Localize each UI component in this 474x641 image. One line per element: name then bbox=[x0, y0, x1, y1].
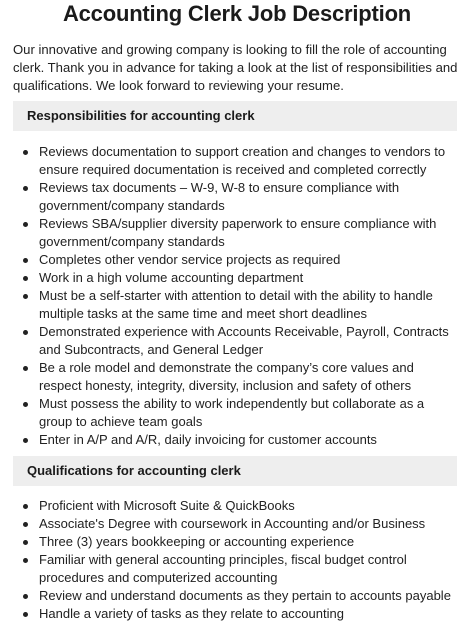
list-item-text: Completes other vendor service projects as required bbox=[39, 252, 341, 267]
bullet-icon bbox=[23, 294, 28, 299]
list-item bbox=[13, 497, 457, 515]
list-item-text: Must possess the ability to work independently but collaborate as a group to achieve team goals bbox=[39, 396, 425, 429]
list-item bbox=[13, 251, 457, 269]
list-item-text: Work in a high volume accounting department bbox=[39, 270, 304, 285]
list-item-text: Associate's Degree with coursework in Accounting and/or Business bbox=[39, 516, 426, 531]
bullet-icon bbox=[23, 330, 28, 335]
responsibilities-list bbox=[13, 143, 457, 449]
qualifications-list bbox=[13, 497, 457, 623]
list-item-text: Must be a self-starter with attention to detail with the ability to handle multiple tasks at the same time and meet short deadlines bbox=[39, 288, 433, 321]
list-item-text: Review and understand documents as they pertain to accounts payable bbox=[39, 588, 451, 603]
bullet-icon bbox=[23, 258, 28, 263]
bullet-icon bbox=[23, 276, 28, 281]
page-title: Accounting Clerk Job Description bbox=[62, 1, 412, 26]
list-item-text: Be a role model and demonstrate the company’s core values and respect honesty, integrity, diversity, inclusion and safety of others bbox=[39, 360, 414, 393]
bullet-icon bbox=[23, 522, 28, 527]
bullet-icon bbox=[23, 366, 28, 371]
qualifications-heading: Qualifications for accounting clerk bbox=[13, 456, 457, 486]
responsibilities-heading: Responsibilities for accounting clerk bbox=[13, 101, 457, 131]
list-item bbox=[13, 323, 457, 359]
list-item-text: Handle a variety of tasks as they relate to accounting bbox=[39, 606, 344, 621]
list-item bbox=[13, 395, 457, 431]
list-item-text: Enter in A/P and A/R, daily invoicing for customer accounts bbox=[39, 432, 377, 447]
list-item-text: Proficient with Microsoft Suite & QuickBooks bbox=[39, 498, 295, 513]
bullet-icon bbox=[23, 558, 28, 563]
list-item bbox=[13, 179, 457, 215]
list-item bbox=[13, 143, 457, 179]
list-item bbox=[13, 431, 457, 449]
list-item-text: Demonstrated experience with Accounts Receivable, Payroll, Contracts and Subcontracts, and General Ledger bbox=[39, 324, 449, 357]
list-item bbox=[13, 287, 457, 323]
list-item-text: Familiar with general accounting principles, fiscal budget control procedures and computerized accounting bbox=[39, 552, 407, 585]
list-item bbox=[13, 551, 457, 587]
intro-paragraph: Our innovative and growing company is looking to fill the role of accounting clerk. Thank you in advance for taking a look at the list of responsibilities and qualifications. We look forward to reviewing your resume. bbox=[13, 42, 458, 93]
list-item-text: Reviews documentation to support creation and changes to vendors to ensure required documentation is received and completed correctly bbox=[39, 144, 446, 177]
list-item bbox=[13, 359, 457, 395]
bullet-icon bbox=[23, 222, 28, 227]
list-item-text: Reviews tax documents – W-9, W-8 to ensure compliance with government/company standards bbox=[39, 180, 400, 213]
list-item-text: Three (3) years bookkeeping or accounting experience bbox=[39, 534, 355, 549]
bullet-icon bbox=[23, 150, 28, 155]
list-item-text: Reviews SBA/supplier diversity paperwork to ensure compliance with government/company standards bbox=[39, 216, 437, 249]
list-item bbox=[13, 533, 457, 551]
bullet-icon bbox=[23, 186, 28, 191]
list-item bbox=[13, 269, 457, 287]
list-item bbox=[13, 605, 457, 623]
bullet-icon bbox=[23, 612, 28, 617]
bullet-icon bbox=[23, 402, 28, 407]
bullet-icon bbox=[23, 504, 28, 509]
list-item bbox=[13, 215, 457, 251]
bullet-icon bbox=[23, 594, 28, 599]
bullet-icon bbox=[23, 438, 28, 443]
list-item bbox=[13, 515, 457, 533]
list-item bbox=[13, 587, 457, 605]
bullet-icon bbox=[23, 540, 28, 545]
